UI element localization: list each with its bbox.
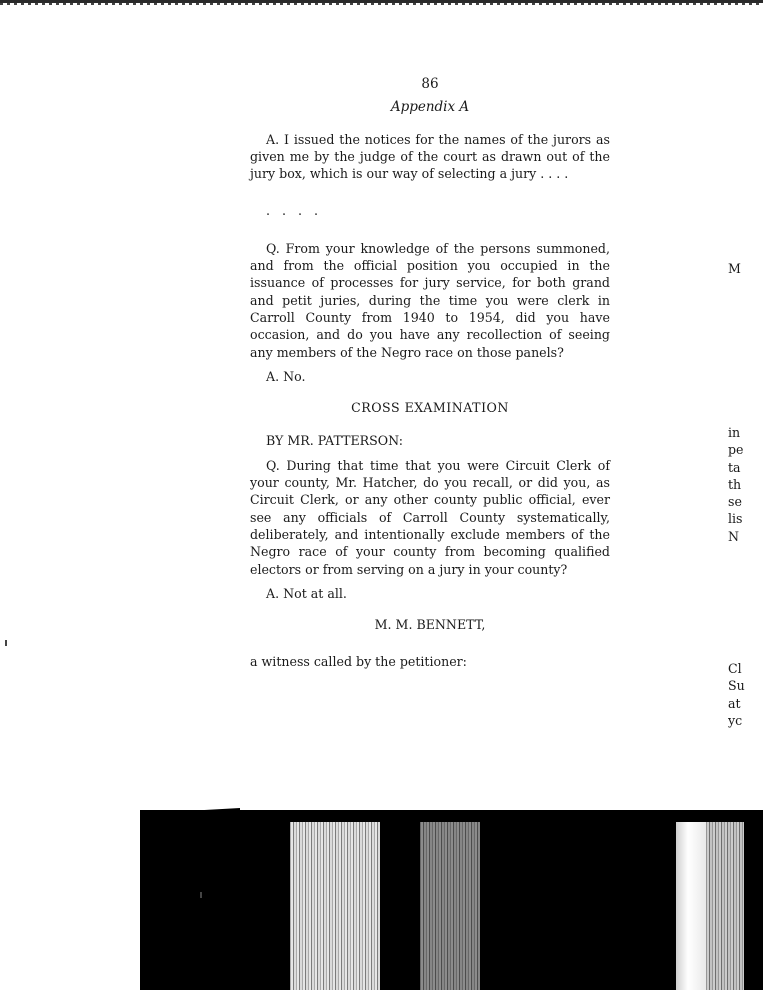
scan-speck: [5, 640, 7, 646]
scan-top-edge: [0, 0, 763, 12]
witness-name: M. M. BENNETT,: [374, 617, 486, 633]
scan-noise-strip: [420, 822, 480, 990]
facing-fragment-line: ta: [728, 459, 741, 475]
facing-fragment-line: se: [728, 494, 742, 510]
question-paragraph-2: Q. During that time that you were Circuit Clerk of your county, Mr. Hatcher, do you recall, or did you, as Circuit Clerk, or any other county public official, ever see any officials of Carroll County systematically, deliberately, and intentionally exclude members of the Negro race of your county from becoming qualified electors or from serving on a jury in your county?: [250, 457, 610, 577]
facing-fragment-line: at: [728, 695, 741, 711]
document-page: [250, 70, 610, 671]
facing-fragment-line: pe: [728, 442, 744, 458]
witness-called-line: a witness called by the petitioner:: [250, 654, 467, 670]
ellipsis: . . . .: [266, 203, 323, 219]
page-number: 86: [421, 76, 439, 92]
answer-no: A. No.: [266, 368, 306, 384]
facing-page-fragment-1: M: [728, 261, 741, 276]
facing-page-fragment-3: [728, 660, 763, 729]
facing-fragment-line: lis: [728, 511, 743, 527]
facing-fragment-line: Su: [728, 678, 745, 694]
facing-fragment-line: yc: [728, 712, 743, 728]
answer-not-at-all: A. Not at all.: [266, 585, 347, 601]
running-head: Appendix A: [390, 99, 470, 116]
answer-paragraph-1: A. I issued the notices for the names of the jurors as given me by the judge of the court as drawn out of the jury box, which is our way of selecting a jury . . . .: [250, 131, 610, 182]
facing-page-fragment-2: [728, 424, 763, 545]
question-paragraph-1: Q. From your knowledge of the persons summoned, and from the official position you occupied in the issuance of processes for jury service, for both grand and petit juries, during the time you were clerk in Carroll County from 1940 to 1954, did you have occasion, and do you have any recollection of seeing any members of the Negro race on those panels?: [250, 240, 610, 360]
scan-noise-strip: [706, 822, 744, 990]
scan-speck: [200, 892, 202, 898]
examiner-line: BY MR. PATTERSON:: [266, 433, 403, 449]
facing-fragment-line: in: [728, 425, 741, 440]
scan-light-bar: [676, 822, 706, 990]
scan-noise-strip: [290, 822, 380, 990]
facing-fragment-line: Cl: [728, 661, 742, 676]
section-heading: CROSS EXAMINATION: [351, 400, 509, 416]
facing-fragment-line: th: [728, 476, 742, 492]
facing-fragment-line: N: [728, 528, 740, 544]
